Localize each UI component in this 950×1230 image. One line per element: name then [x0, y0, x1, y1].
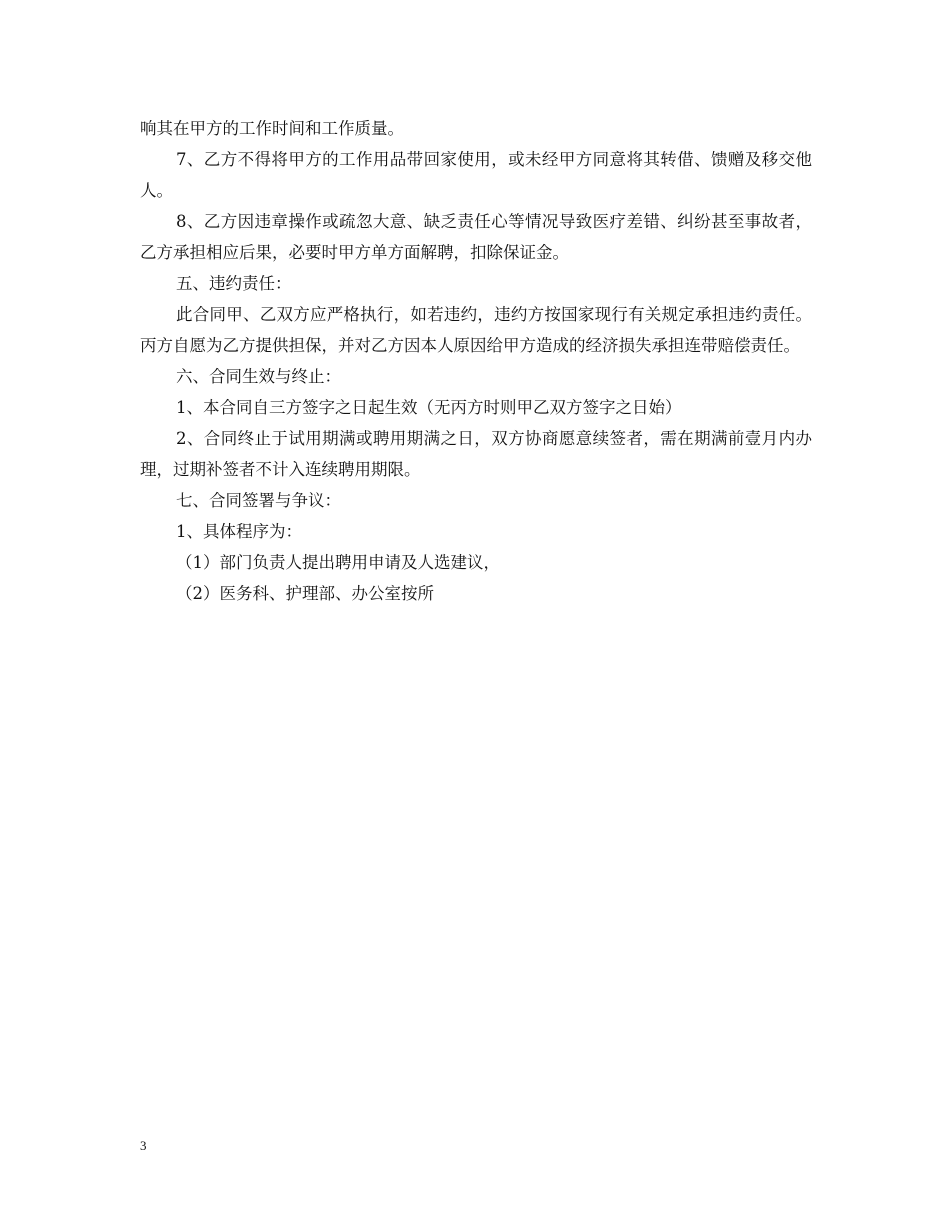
paragraph-effect-1: 1、本合同自三方签字之日起生效（无丙方时则甲乙双方签字之日始）: [176, 398, 682, 417]
paragraph-procedure-step-2: （2）医务科、护理部、办公室按所: [176, 584, 434, 603]
paragraph-procedure-step-1: （1）部门负责人提出聘用申请及人选建议，: [176, 553, 500, 572]
paragraph-item-7: 7、乙方不得将甲方的工作用品带回家使用，或未经甲方同意将其转借、馈赠及移交他人。: [140, 150, 812, 200]
paragraph-procedure-heading: 1、具体程序为：: [176, 522, 302, 541]
paragraph-effect-2: 2、合同终止于试用期满或聘用期满之日，双方协商愿意续签者，需在期满前壹月内办理，过期补签者不计入连续聘用期限。: [140, 429, 812, 479]
section-heading-signing-dispute: 七、合同签署与争议：: [176, 491, 341, 510]
section-heading-breach-liability: 五、违约责任：: [176, 274, 292, 293]
page-number: 3: [140, 1138, 147, 1153]
document-body: [140, 113, 812, 609]
paragraph-item-8: 8、乙方因违章操作或疏忽大意、缺乏责任心等情况导致医疗差错、纠纷甚至事故者，乙方承担相应后果，必要时甲方单方面解聘，扣除保证金。: [140, 212, 812, 262]
section-heading-effect-termination: 六、合同生效与终止：: [176, 367, 341, 386]
paragraph-continuation: 响其在甲方的工作时间和工作质量。: [140, 119, 404, 138]
paragraph-breach-liability: 此合同甲、乙双方应严格执行，如若违约，违约方按国家现行有关规定承担违约责任。丙方自愿为乙方提供担保，并对乙方因本人原因给甲方造成的经济损失承担连带赔偿责任。: [140, 305, 812, 355]
